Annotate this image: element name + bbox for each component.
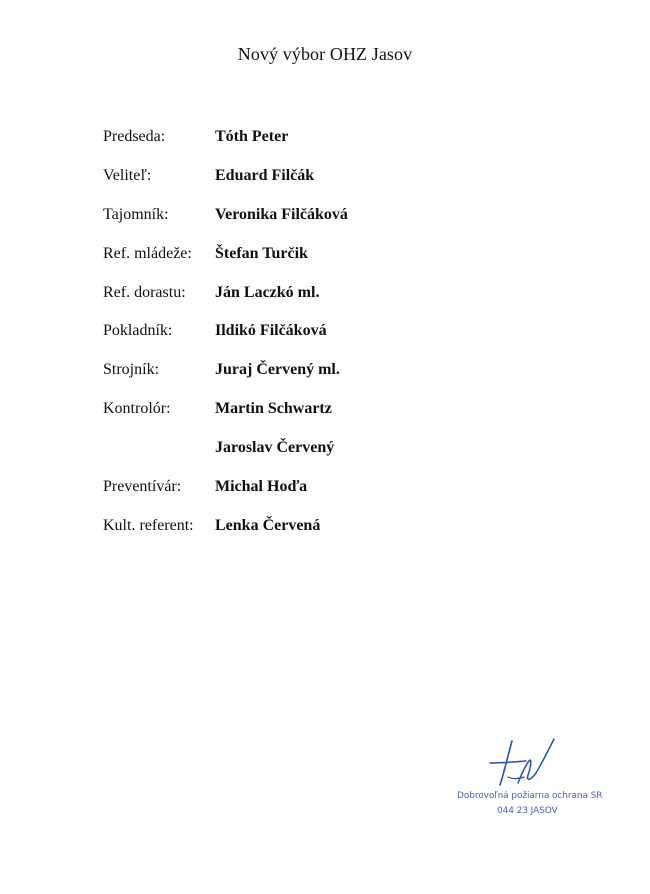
role-label: Kontrolór:	[103, 400, 171, 417]
role-label: Ref. dorastu:	[103, 284, 186, 301]
role-label: Tajomník:	[103, 206, 169, 223]
member-name: Juraj Červený ml.	[215, 361, 340, 378]
member-name: Tóth Peter	[215, 128, 289, 145]
role-label: Strojník:	[103, 361, 160, 378]
member-name: Eduard Filčák	[215, 167, 315, 184]
role-label: Predseda:	[103, 128, 166, 145]
official-stamp	[452, 733, 622, 828]
role-label: Ref. mládeže:	[103, 245, 192, 262]
member-name: Michal Hoďa	[215, 478, 308, 495]
member-name: Štefan Turčik	[215, 245, 308, 262]
member-name: Ján Laczkó ml.	[215, 284, 320, 301]
stamp-organization: Dobrovoľná požiarna ochrana SR	[457, 791, 603, 801]
member-name: Jaroslav Červený	[215, 439, 335, 456]
role-label: Kult. referent:	[103, 517, 194, 534]
member-name: Martin Schwartz	[215, 400, 332, 417]
member-name: Veronika Filčáková	[215, 206, 348, 223]
member-name: Ildikó Filčáková	[215, 322, 327, 339]
member-name: Lenka Červená	[215, 517, 321, 534]
role-label: Preventívár:	[103, 478, 182, 495]
signature-icon	[482, 733, 572, 793]
stamp-address: 044 23 JASOV	[497, 806, 558, 816]
role-label: Pokladník:	[103, 322, 173, 339]
document-title: Nový výbor OHZ Jasov	[237, 44, 413, 64]
role-label: Veliteľ:	[103, 167, 152, 184]
